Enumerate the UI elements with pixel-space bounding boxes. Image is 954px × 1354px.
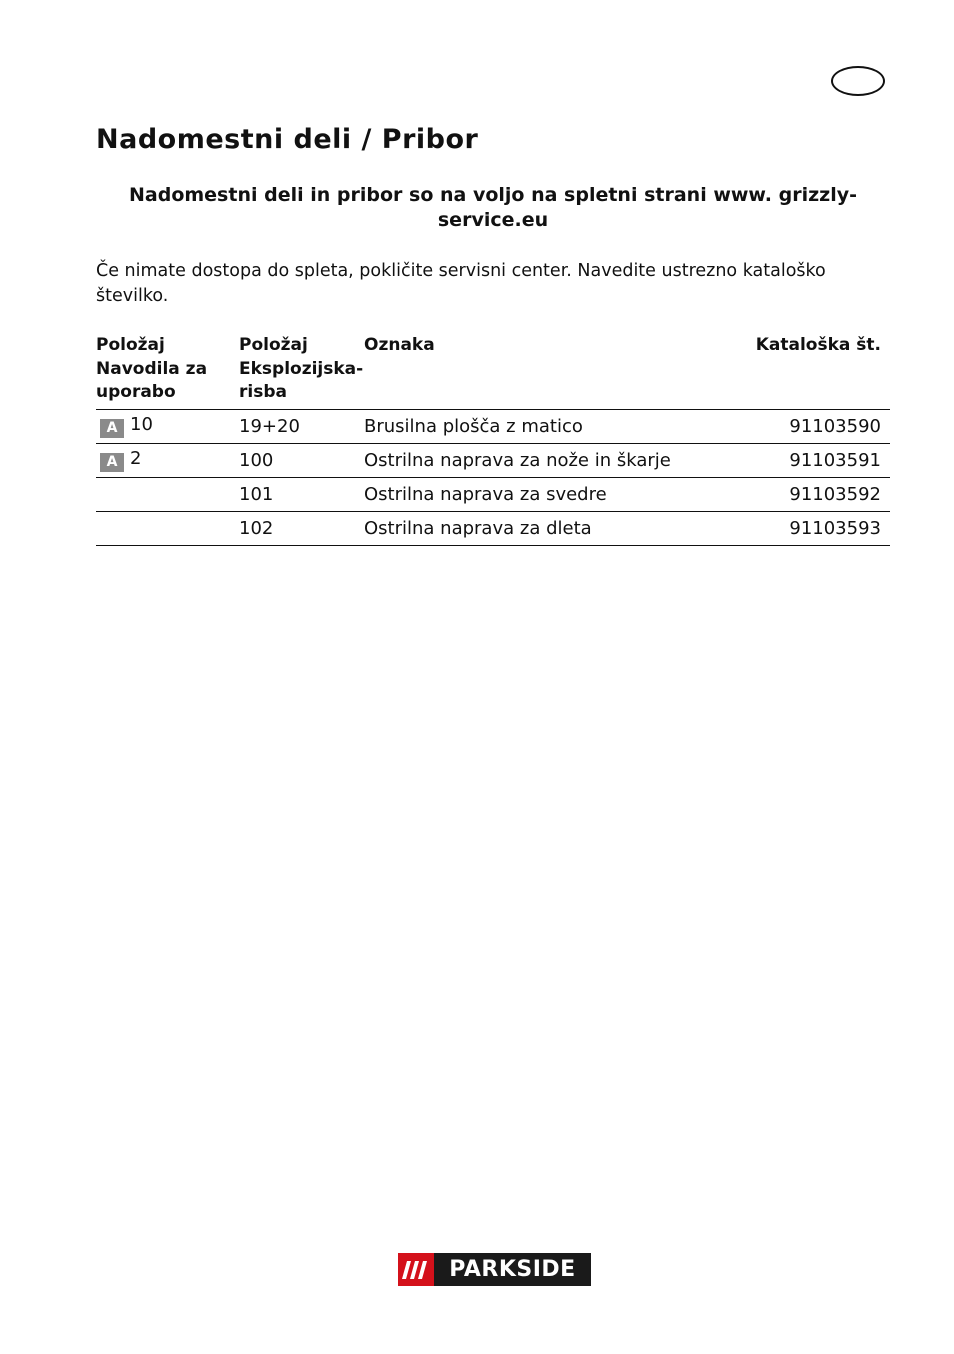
catalog-number-cell: 91103591 [730, 443, 890, 477]
logo-stripes-icon [398, 1253, 434, 1286]
exploded-position-cell: 101 [239, 477, 364, 511]
exploded-position-cell: 19+20 [239, 409, 364, 443]
table-row [96, 477, 890, 511]
figure-a-badge: A [100, 453, 124, 472]
header-designation: Oznaka [364, 334, 730, 409]
designation-cell: Brusilna plošča z matico [364, 409, 730, 443]
manual-position-value: 10 [130, 414, 153, 435]
table-row [96, 409, 890, 443]
figure-a-badge: A [100, 419, 124, 438]
table-row [96, 511, 890, 545]
logo-wordmark: PARKSIDE [434, 1253, 591, 1286]
designation-cell: Ostrilna naprava za nože in škarje [364, 443, 730, 477]
spare-parts-table [96, 334, 890, 546]
parkside-logo [398, 1253, 591, 1286]
exploded-position-cell: 100 [239, 443, 364, 477]
header-manual-position: Položaj Navodila za uporabo [96, 334, 239, 409]
manual-position-value: 2 [130, 448, 142, 469]
catalog-number-cell: 91103590 [730, 409, 890, 443]
availability-notice: Nadomestni deli in pribor so na voljo na spletni strani www. grizzly-service.eu [129, 184, 857, 231]
manual-position-cell [96, 477, 239, 511]
catalog-number-cell: 91103592 [730, 477, 890, 511]
header-exploded-position: Položaj Eksplozijska- risba [239, 334, 364, 409]
designation-cell: Ostrilna naprava za svedre [364, 477, 730, 511]
intro-paragraph: Če nimate dostopa do spleta, pokličite servisni center. Navedite ustrezno kataloško številko. [96, 261, 826, 306]
header-catalog-number: Kataloška št. [730, 334, 890, 409]
manual-position-cell [96, 409, 239, 443]
manual-position-cell [96, 511, 239, 545]
page-title: Nadomestni deli / Pribor [96, 124, 479, 155]
exploded-position-cell: 102 [239, 511, 364, 545]
designation-cell: Ostrilna naprava za dleta [364, 511, 730, 545]
catalog-number-cell: 91103593 [730, 511, 890, 545]
language-badge [831, 66, 885, 96]
table-header-row [96, 334, 890, 409]
table-row [96, 443, 890, 477]
manual-position-cell [96, 443, 239, 477]
